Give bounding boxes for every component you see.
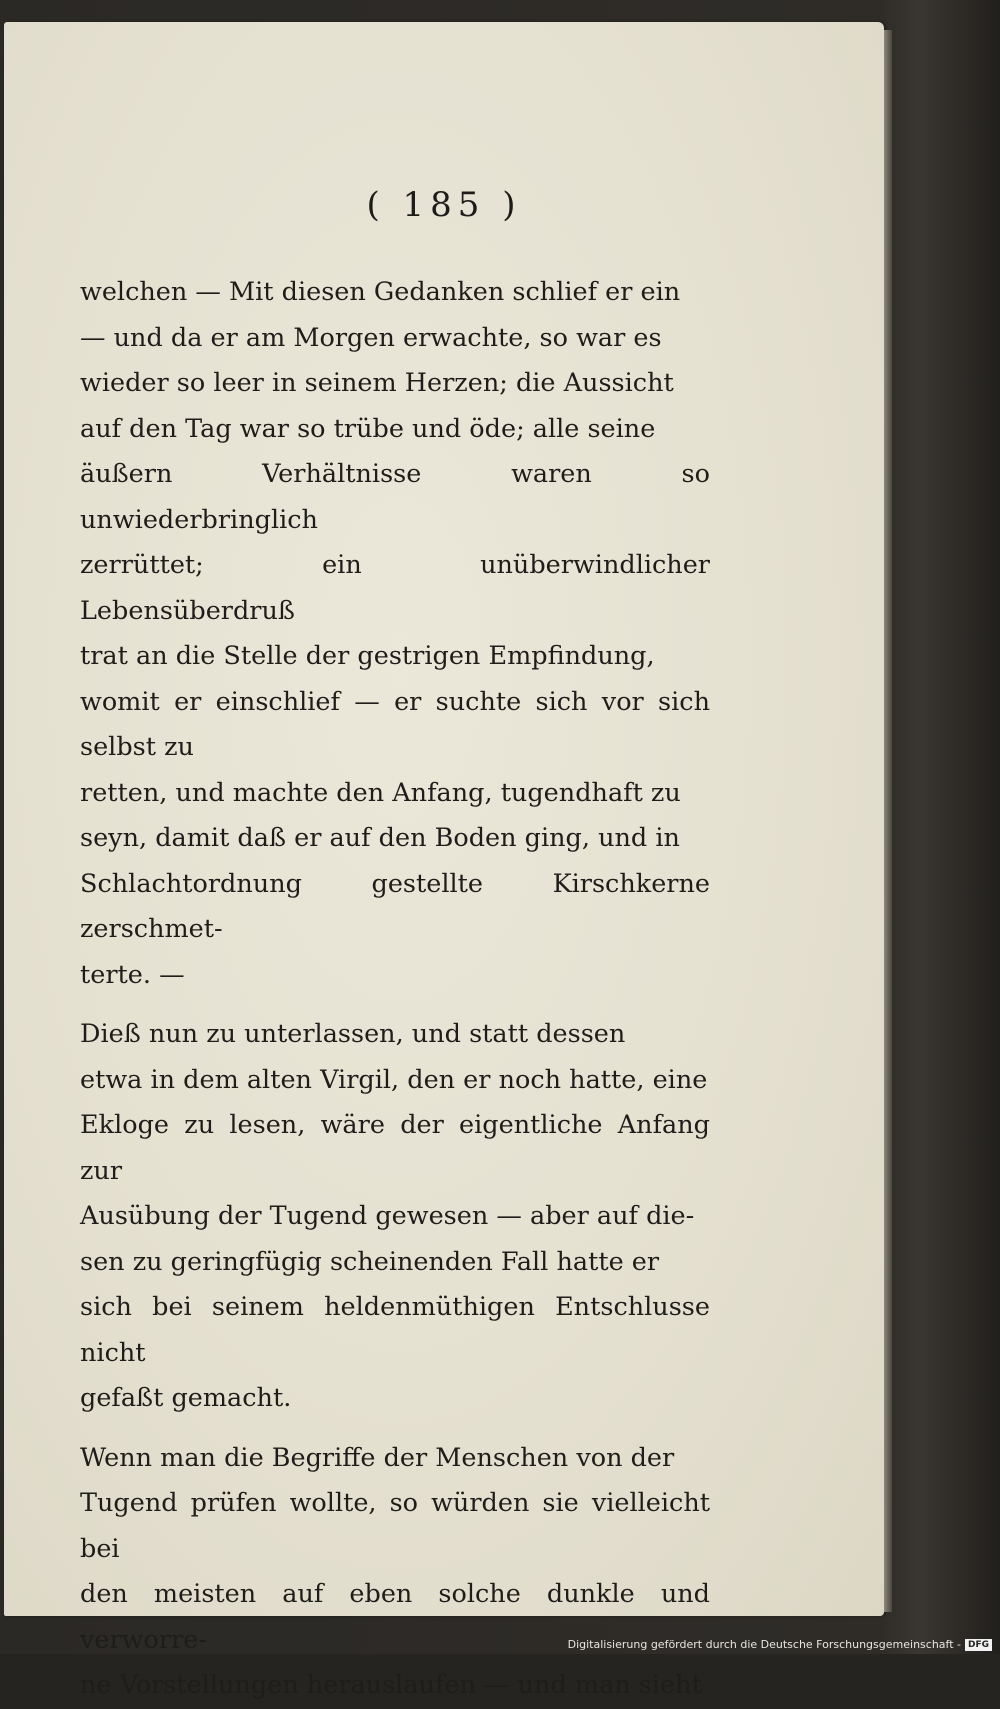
paragraph-2: Dieß nun zu unterlassen, und statt dessen etwa in dem alten Virgil, den er noch hatte, eine Ekloge zu lesen, wäre der eigentliche Anfang zur Ausübung der Tugend gewesen — aber auf die- sen zu geringfügig scheinenden Fall hatte er sich bei seinem heldenmüthigen Entschlusse nicht gefaßt gemacht. bbox=[80, 1019, 710, 1413]
paragraph-3: Wenn man die Begriffe der Menschen von der Tugend prüfen wollte, so würden sie vielleicht bei den meisten auf eben solche dunkle und verworre- ne Vorstellungen herauslaufen — und man sieht bbox=[80, 1442, 710, 1700]
paragraph-1: welchen — Mit diesen Gedanken schlief er ein — und da er am Morgen erwachte, so war es wieder so leer in seinem Herzen; die Aussicht auf den Tag war so trübe und öde; alle seine äußern Verhältnisse waren so unwiederbringlich zerrüttet; ein unüberwindlicher Lebensüberdruß trat an die Stelle der gestrigen Empfindung, womit er einschlief — er suchte sich vor sich selbst zu retten, und machte den Anfang, tugendhaft zu seyn, damit daß er auf den Boden ging, und in Schlachtordnung gestellte Kirschkerne zerschmet- terte. — bbox=[80, 277, 710, 990]
dfg-logo-icon: DFG bbox=[965, 1639, 992, 1651]
page-edge bbox=[884, 30, 892, 1612]
credit-text: Digitalisierung gefördert durch die Deutsche Forschungsgemeinschaft - bbox=[567, 1638, 961, 1651]
digitization-credit bbox=[568, 1638, 992, 1651]
body-text bbox=[80, 270, 710, 1709]
page-number: ( 185 ) bbox=[366, 185, 522, 225]
